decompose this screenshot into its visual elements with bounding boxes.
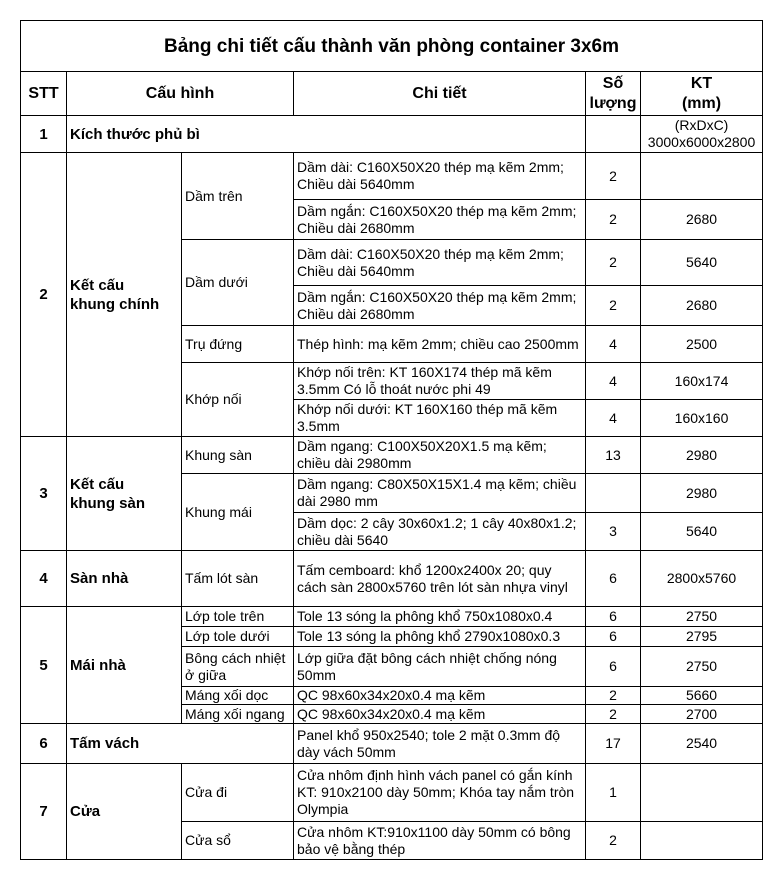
header-stt: STT: [21, 72, 67, 116]
qty-cell: 2: [586, 286, 641, 326]
detail-cell: Dầm dài: C160X50X20 thép mạ kẽm 2mm; Chiều dài 5640mm: [294, 240, 586, 286]
kt-cell: 2540: [641, 724, 763, 764]
spec-table: [20, 20, 763, 860]
subcategory-cell: Máng xối ngang: [182, 705, 294, 724]
table-row: [21, 437, 763, 474]
category-cell: Cửa: [67, 764, 182, 860]
kt-cell: [641, 153, 763, 200]
qty-cell: 2: [586, 822, 641, 860]
detail-cell: Dầm dài: C160X50X20 thép mạ kẽm 2mm; Chiều dài 5640mm: [294, 153, 586, 200]
category-line1: Kết cấu: [70, 475, 125, 493]
stt-cell: 4: [21, 551, 67, 607]
kt-cell: 160x174: [641, 363, 763, 400]
detail-cell: Khớp nối dưới: KT 160X160 thép mã kẽm 3.5mm: [294, 400, 586, 437]
kt-cell: 5640: [641, 240, 763, 286]
kt-cell: 2980: [641, 474, 763, 513]
detail-cell: Dầm ngắn: C160X50X20 thép mạ kẽm 2mm; Chiều dài 2680mm: [294, 286, 586, 326]
subcategory-cell: Trụ đứng: [182, 326, 294, 363]
kt-line2: 3000x6000x2800: [647, 134, 756, 150]
detail-cell: Tấm cemboard: khổ 1200x2400x 20; quy cách sàn 2800x5760 trên lót sàn nhựa vinyl: [294, 551, 586, 607]
header-kt-line1: KT: [690, 74, 713, 92]
category-cell: [67, 153, 182, 437]
qty-cell: 3: [586, 513, 641, 551]
category-line2: khung sàn: [70, 494, 146, 512]
kt-cell: [641, 822, 763, 860]
header-qty-line1: Số: [602, 74, 624, 92]
table-row: [21, 764, 763, 822]
table-row: [21, 724, 763, 764]
category-cell: Kích thước phủ bì: [67, 116, 586, 153]
detail-cell: Tole 13 sóng la phông khổ 2790x1080x0.3: [294, 627, 586, 647]
qty-cell: 13: [586, 437, 641, 474]
kt-cell: [641, 764, 763, 822]
subcategory-cell: Máng xối dọc: [182, 687, 294, 705]
subcategory-cell: Dầm trên: [182, 153, 294, 240]
qty-cell: 4: [586, 400, 641, 437]
subcategory-cell: Lớp tole dưới: [182, 627, 294, 647]
kt-cell: 2980: [641, 437, 763, 474]
subcategory-cell: Dầm dưới: [182, 240, 294, 326]
detail-cell: Dầm ngang: C100X50X20X1.5 mạ kẽm; chiều dài 2980mm: [294, 437, 586, 474]
subcategory-cell: Khung sàn: [182, 437, 294, 474]
qty-cell: 2: [586, 240, 641, 286]
stt-cell: 1: [21, 116, 67, 153]
header-config: Cấu hình: [67, 72, 294, 116]
qty-cell: 6: [586, 607, 641, 627]
qty-cell: 2: [586, 705, 641, 724]
qty-cell: [586, 116, 641, 153]
qty-cell: 4: [586, 326, 641, 363]
detail-cell: QC 98x60x34x20x0.4 mạ kẽm: [294, 705, 586, 724]
category-cell: Mái nhà: [67, 607, 182, 724]
category-cell: Sàn nhà: [67, 551, 182, 607]
kt-cell: 2795: [641, 627, 763, 647]
kt-cell: [641, 116, 763, 153]
subcategory-cell: Tấm lót sàn: [182, 551, 294, 607]
table-row: [21, 153, 763, 200]
detail-cell: Cửa nhôm KT:910x1100 dày 50mm có bông bảo vệ bằng thép: [294, 822, 586, 860]
kt-cell: 5660: [641, 687, 763, 705]
stt-cell: 6: [21, 724, 67, 764]
kt-cell: 2680: [641, 286, 763, 326]
qty-cell: 17: [586, 724, 641, 764]
qty-cell: 6: [586, 627, 641, 647]
category-line2: khung chính: [70, 295, 160, 313]
detail-cell: Thép hình: mạ kẽm 2mm; chiều cao 2500mm: [294, 326, 586, 363]
stt-cell: 3: [21, 437, 67, 551]
detail-cell: Dầm ngang: C80X50X15X1.4 mạ kẽm; chiều dài 2980 mm: [294, 474, 586, 513]
qty-cell: 2: [586, 687, 641, 705]
qty-cell: 6: [586, 551, 641, 607]
kt-cell: 2500: [641, 326, 763, 363]
detail-cell: QC 98x60x34x20x0.4 mạ kẽm: [294, 687, 586, 705]
kt-line1: (RxDxC): [674, 117, 729, 133]
table-row: [21, 116, 763, 153]
qty-cell: 2: [586, 153, 641, 200]
detail-cell: Cửa nhôm định hình vách panel có gắn kính KT: 910x2100 dày 50mm; Khóa tay nắm tròn Olympia: [294, 764, 586, 822]
kt-cell: 2680: [641, 200, 763, 240]
qty-cell: 6: [586, 647, 641, 687]
table-row: [21, 607, 763, 627]
stt-cell: 7: [21, 764, 67, 860]
kt-cell: 2750: [641, 647, 763, 687]
qty-cell: [586, 474, 641, 513]
kt-cell: 2700: [641, 705, 763, 724]
detail-cell: Dầm ngắn: C160X50X20 thép mạ kẽm 2mm; Chiều dài 2680mm: [294, 200, 586, 240]
detail-cell: Dầm dọc: 2 cây 30x60x1.2; 1 cây 40x80x1.2; chiều dài 5640: [294, 513, 586, 551]
detail-cell: Panel khổ 950x2540; tole 2 mặt 0.3mm độ dày vách 50mm: [294, 724, 586, 764]
kt-cell: 5640: [641, 513, 763, 551]
category-line1: Kết cấu: [70, 276, 125, 294]
subcategory-cell: Cửa đi: [182, 764, 294, 822]
header-kt: [641, 72, 763, 116]
subcategory-cell: Lớp tole trên: [182, 607, 294, 627]
subcategory-cell: Cửa sổ: [182, 822, 294, 860]
subcategory-cell: Khớp nối: [182, 363, 294, 437]
detail-cell: Khớp nối trên: KT 160X174 thép mã kẽm 3.5mm Có lỗ thoát nước phi 49: [294, 363, 586, 400]
subcategory-cell: Khung mái: [182, 474, 294, 551]
stt-cell: 2: [21, 153, 67, 437]
header-row: [21, 72, 763, 116]
kt-cell: 2750: [641, 607, 763, 627]
qty-cell: 1: [586, 764, 641, 822]
header-qty-line2: lượng: [589, 94, 637, 112]
subcategory-cell: Bông cách nhiệt ở giữa: [182, 647, 294, 687]
qty-cell: 2: [586, 200, 641, 240]
category-cell: Tấm vách: [67, 724, 294, 764]
detail-cell: Lớp giữa đặt bông cách nhiệt chống nóng 50mm: [294, 647, 586, 687]
header-detail: Chi tiết: [294, 72, 586, 116]
header-qty: [586, 72, 641, 116]
header-kt-line2: (mm): [681, 94, 722, 112]
detail-cell: Tole 13 sóng la phông khổ 750x1080x0.4: [294, 607, 586, 627]
kt-cell: 2800x5760: [641, 551, 763, 607]
table-title: Bảng chi tiết cấu thành văn phòng container 3x6m: [21, 21, 763, 72]
table-row: [21, 551, 763, 607]
qty-cell: 4: [586, 363, 641, 400]
category-cell: [67, 437, 182, 551]
kt-cell: 160x160: [641, 400, 763, 437]
stt-cell: 5: [21, 607, 67, 724]
